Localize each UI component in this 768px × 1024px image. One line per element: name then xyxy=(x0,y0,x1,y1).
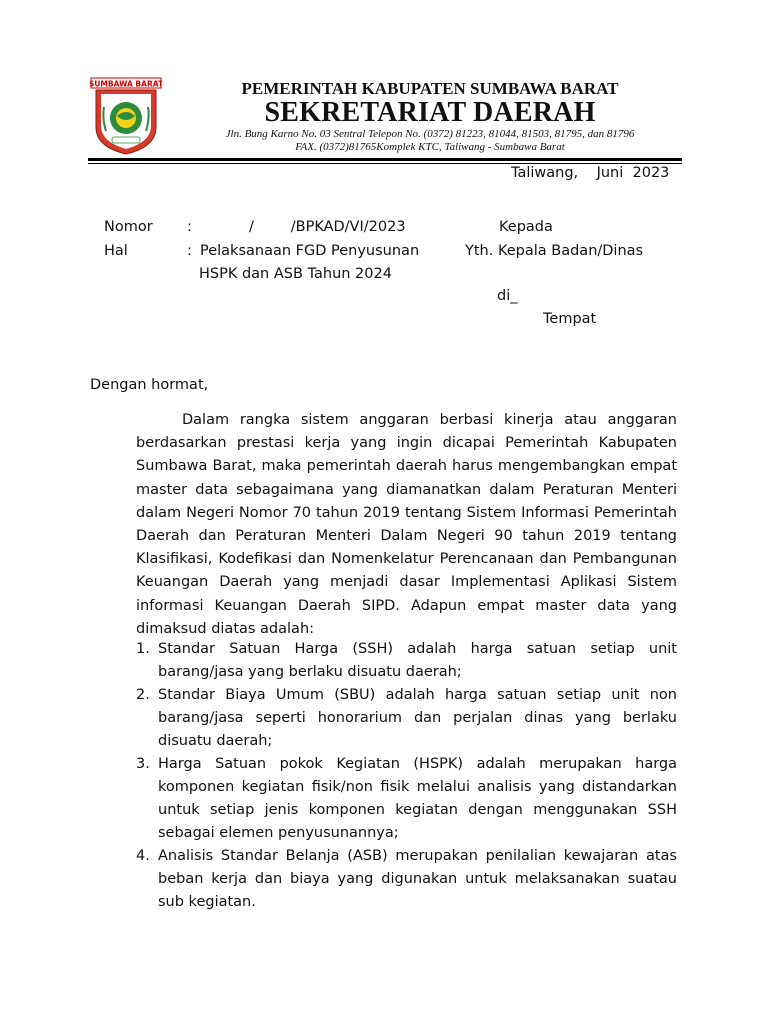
recipient-di: di_ xyxy=(497,288,518,304)
office-address: Jln. Bung Karno No. 03 Sentral Telepon No. (0372) 81223, 81044, 81503, 81795, dan 81796 xyxy=(225,128,635,140)
list-item-number: 2. xyxy=(136,687,150,703)
letterhead-divider-thin xyxy=(88,163,682,164)
nomor-value: / /BPKAD/VI/2023 xyxy=(249,219,406,235)
list-item-number: 3. xyxy=(136,756,150,772)
hal-colon: : xyxy=(187,243,192,259)
list-item-number: 4. xyxy=(136,848,150,864)
nomor-label: Nomor xyxy=(104,219,153,235)
list-item-text: Standar Satuan Harga (SSH) adalah harga satuan setiap unit barang/jasa yang berlaku disuatu daerah; xyxy=(158,641,677,680)
hal-subject-line2: HSPK dan ASB Tahun 2024 xyxy=(199,266,392,282)
place-date: Taliwang, Juni 2023 xyxy=(511,165,670,181)
list-item-number: 1. xyxy=(136,641,150,657)
salutation: Dengan hormat, xyxy=(90,377,209,393)
recipient-kepada: Kepada xyxy=(499,219,553,235)
list-item xyxy=(136,753,677,845)
list-item xyxy=(136,684,677,753)
hal-subject-line1: Pelaksanaan FGD Penyusunan xyxy=(200,243,420,259)
office-name: SEKRETARIAT DAERAH xyxy=(264,97,596,128)
recipient-place: Tempat xyxy=(543,311,597,327)
nomor-colon: : xyxy=(187,219,192,235)
hal-label: Hal xyxy=(104,243,128,259)
list-item-text: Analisis Standar Belanja (ASB) merupakan penilalian kewajaran atas beban kerja dan biaya yang digunakan untuk melaksanakan suatau sub kegiatan. xyxy=(158,848,677,910)
list-item xyxy=(136,845,677,914)
body-paragraph xyxy=(136,409,677,641)
letterhead-divider xyxy=(88,158,682,161)
list-item-text: Harga Satuan pokok Kegiatan (HSPK) adalah merupakan harga komponen kegiatan fisik/non fisik melalui analisis yang distandarkan untuk setiap jenis komponen kegiatan dengan menggunakan SSH sebagai elemen penyusunannya; xyxy=(158,756,677,841)
logo-label: SUMBAWA BARAT xyxy=(90,79,162,89)
master-data-list xyxy=(136,638,677,914)
list-item-text: Standar Biaya Umum (SBU) adalah harga satuan setiap unit non barang/jasa seperti honorarium dan perjalan dinas yang berlaku disuatu daerah; xyxy=(158,687,677,749)
office-fax: FAX. (0372)81765Komplek KTC, Taliwang - Sumbawa Barat xyxy=(295,141,565,153)
list-item xyxy=(136,638,677,684)
body-paragraph-text: Dalam rangka sistem anggaran berbasi kinerja atau anggaran berdasarkan prestasi kerja yang ingin dicapai Pemerintah Kabupaten Sumbawa Barat, maka pemerintah daerah harus mengembangkan empat master data sebagaimana yang diamanatkan dalam Peraturan Menteri dalam Negeri Nomor 70 tahun 2019 tentang Sistem Informasi Pemerintah Daerah dan Peraturan Menteri Dalam Negeri 90 tahun 2019 tentang Klasifikasi, Kodefikasi dan Nomenkelatur Perencanaan dan Pembangunan Keuangan Daerah yang menjadi dasar Implementasi Aplikasi Sistem informasi Keuangan Daerah SIPD. Adapun empat master data yang dimaksud diatas adalah: xyxy=(136,412,677,637)
government-name: PEMERINTAH KABUPATEN SUMBAWA BARAT xyxy=(241,79,619,98)
recipient-title: Yth. Kepala Badan/Dinas xyxy=(465,243,644,259)
regency-logo xyxy=(90,77,162,155)
